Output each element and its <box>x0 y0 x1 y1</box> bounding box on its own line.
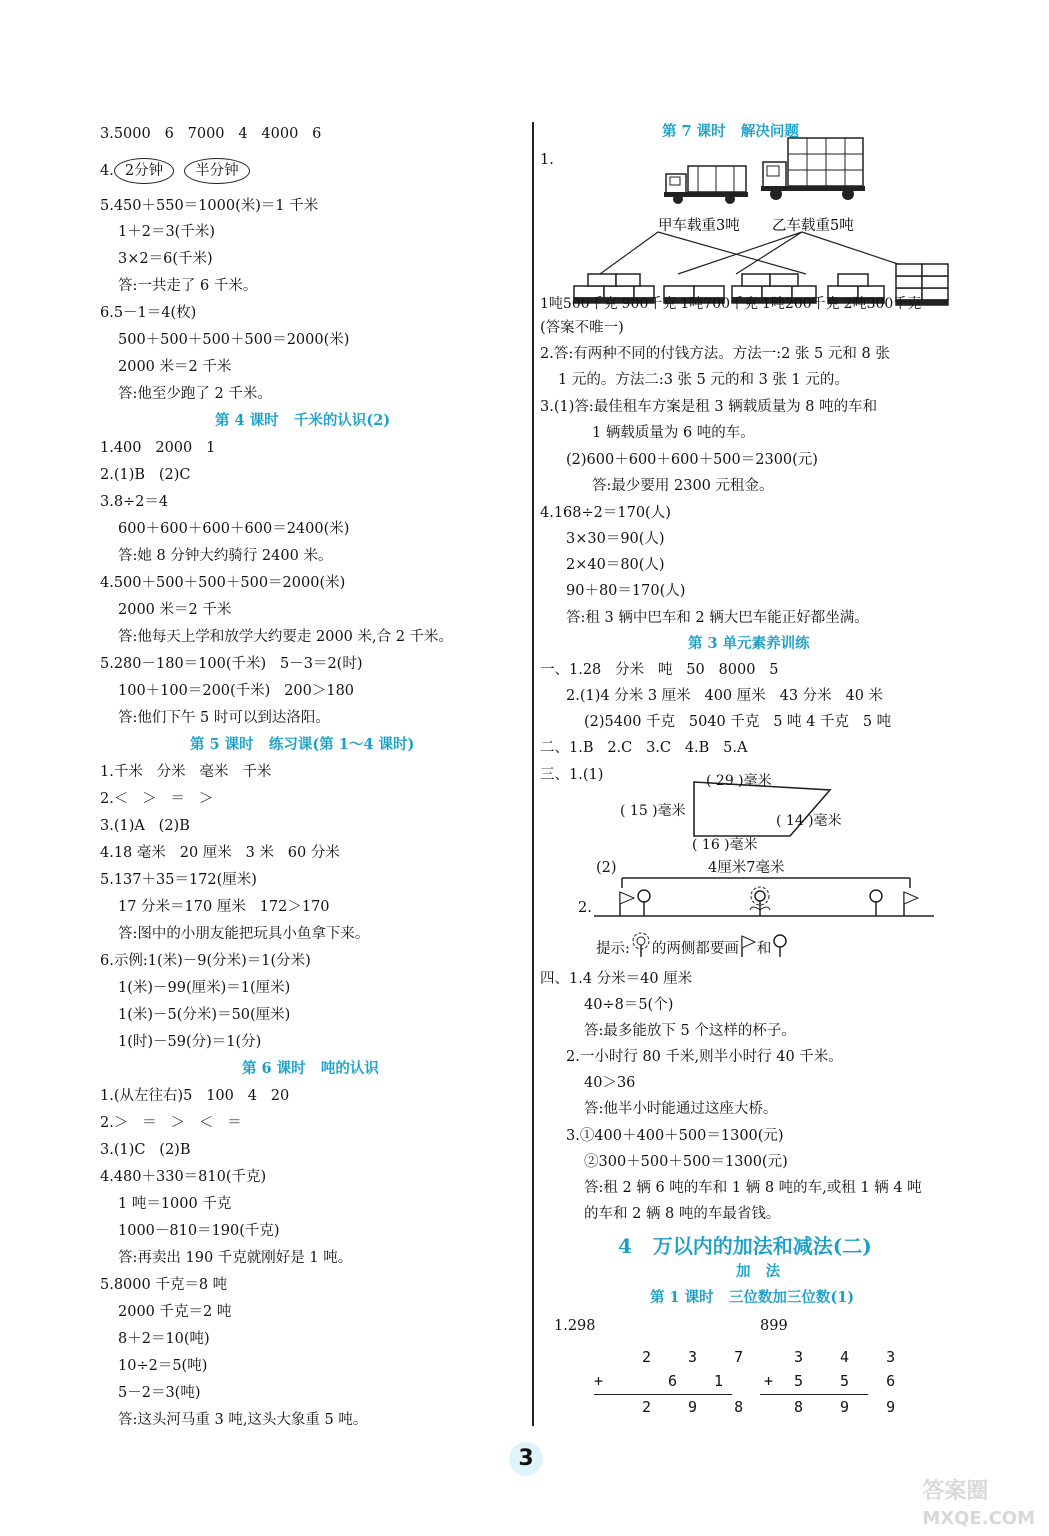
flower-icon <box>750 887 770 916</box>
tree-icon <box>771 934 789 958</box>
answer-line: 1 吨＝1000 千克 <box>118 1196 232 1212</box>
answer-line: (答案不唯一) <box>540 320 624 336</box>
answer-line: 1＋2＝3(千米) <box>118 224 215 240</box>
answer-line: 6.5－1＝4(枚) <box>100 305 197 321</box>
answer-line: 2.(1)B (2)C <box>100 467 191 483</box>
answer-line: 答:租 3 辆中巴车和 2 辆大巴车能正好都坐满。 <box>566 610 869 626</box>
hint-prefix: 提示: <box>596 941 630 957</box>
answer-line: 答:再卖出 190 千克就刚好是 1 吨。 <box>118 1250 353 1266</box>
column-divider <box>532 122 534 1426</box>
answer-line: 2×40＝80(人) <box>566 557 665 573</box>
flower-icon <box>630 932 652 958</box>
calc-result: 8 9 9 <box>794 1398 910 1416</box>
answer-line: 4.480＋330＝810(千克) <box>100 1169 267 1185</box>
calc-addend-1: 3 4 3 <box>794 1348 910 1366</box>
answer-line: 1(时)－59(分)＝1(分) <box>118 1034 262 1050</box>
section-heading: 第 6 课时 吨的认识 <box>242 1060 379 1077</box>
answer-line: 1 辆载质量为 6 吨的车。 <box>592 425 755 441</box>
answer-line: 答:最少要用 2300 元租金。 <box>592 478 774 494</box>
oval-answer: 2分钟 <box>114 158 174 184</box>
answer-line: ②300＋500＋500＝1300(元) <box>584 1154 788 1170</box>
answer-line: 1. <box>540 152 554 168</box>
answer-line: 2.＜ ＞ ＝ ＞ <box>100 791 214 807</box>
calc-addend-2: 5 5 6 <box>794 1372 910 1390</box>
answer-line: 90＋80＝170(人) <box>566 583 686 599</box>
weight-label: 1吨700千克 <box>680 296 759 312</box>
weight-label: 900千克 <box>621 296 677 312</box>
answer-line: 3.5000 6 7000 4 4000 6 <box>100 126 322 142</box>
section-heading: 第 7 课时 解决问题 <box>662 123 799 140</box>
answer-line: 8＋2＝10(吨) <box>118 1331 210 1347</box>
answer-line: 4.18 毫米 20 厘米 3 米 60 分米 <box>100 845 340 861</box>
tree-icon <box>870 890 882 916</box>
weight-label: 2吨300千克 <box>843 296 922 312</box>
answer-line: 3.(1)A (2)B <box>100 818 190 834</box>
hint-line <box>596 932 789 958</box>
weight-label: 1吨200千克 <box>762 296 840 312</box>
answer-line: 答:他们下午 5 时可以到达洛阳。 <box>118 710 330 726</box>
answer-line: 3.(1)答:最佳租车方案是租 3 辆载质量为 8 吨的车和 <box>540 399 878 415</box>
answer-line: 3.①400＋400＋500＝1300(元) <box>566 1128 784 1144</box>
calc-operator: + <box>594 1372 618 1390</box>
answer-line: 四、1.4 分米＝40 厘米 <box>540 971 693 987</box>
answer-line: 5.280－180＝100(千米) 5－3＝2(时) <box>100 656 363 672</box>
section-heading: 第 1 课时 三位数加三位数(1) <box>650 1289 855 1306</box>
weight-labels-row <box>540 294 925 314</box>
answer-line: 答:这头河马重 3 吨,这头大象重 5 吨。 <box>118 1412 368 1428</box>
answer-line: 1(米)－99(厘米)＝1(厘米) <box>118 980 291 996</box>
answer-line: 2.＞ ＝ ＞ ＜ ＝ <box>100 1115 242 1131</box>
answer-line: 17 分米＝170 厘米 172＞170 <box>118 899 330 915</box>
answer-line: 2. <box>578 900 592 916</box>
answer-line: 答:图中的小朋友能把玩具小鱼拿下来。 <box>118 926 370 942</box>
answer-line: 899 <box>760 1318 788 1334</box>
truck-matching-diagram <box>558 146 978 316</box>
answer-line: 1000－810＝190(千克) <box>118 1223 280 1239</box>
calc-rule <box>594 1394 732 1395</box>
truck-b-label: 乙车载重5吨 <box>772 218 854 234</box>
answer-line: (2)5400 千克 5040 千克 5 吨 4 千克 5 吨 <box>584 714 892 730</box>
section-heading: 第 3 单元素养训练 <box>688 635 810 652</box>
page-number: 3 <box>509 1442 543 1476</box>
answer-line: 1 元的。方法二:3 张 5 元的和 3 张 1 元的。 <box>558 372 849 388</box>
answer-line: 4.500＋500＋500＋500＝2000(米) <box>100 575 346 591</box>
answer-line: 4.168÷2＝170(人) <box>540 505 671 521</box>
answer-line: 2.(1)4 分米 3 厘米 400 厘米 43 分米 40 米 <box>566 688 884 704</box>
vertical-calc-1 <box>594 1348 758 1428</box>
answer-line: 5－2＝3(吨) <box>118 1385 201 1401</box>
unit-heading: 4 万以内的加法和减法(二) <box>618 1234 872 1258</box>
answer-line: 答:他半小时能通过这座大桥。 <box>584 1101 778 1117</box>
answer-line: 三、1.(1) <box>540 767 604 783</box>
calc-result: 2 9 8 <box>642 1398 758 1416</box>
answer-line: 600＋600＋600＋600＝2400(米) <box>118 521 350 537</box>
answer-line: 一、1.28 分米 吨 50 8000 5 <box>540 662 779 678</box>
answer-line: 答:一共走了 6 千米。 <box>118 278 258 294</box>
section-heading: 第 4 课时 千米的认识(2) <box>215 412 391 429</box>
calc-rule <box>760 1394 868 1395</box>
answer-line-ovals <box>100 158 260 184</box>
truck-b-icon <box>761 138 865 200</box>
watermark-logo: 答案圈 MXQE.COM <box>922 1479 1035 1529</box>
answer-line: 500＋500＋500＋500＝2000(米) <box>118 332 350 348</box>
quad-bottom-label: ( 16 )毫米 <box>692 837 758 853</box>
answer-line: 3×2＝6(千米) <box>118 251 213 267</box>
answer-line: 5.137＋35＝172(厘米) <box>100 872 257 888</box>
segment-prefix: (2) <box>596 860 617 876</box>
truck-a-label: 甲车载重3吨 <box>658 218 740 234</box>
quad-top-label: ( 29 )毫米 <box>706 773 772 789</box>
answer-line: 1(米)－5(分米)＝50(厘米) <box>118 1007 291 1023</box>
answer-line: (2)600＋600＋600＋500＝2300(元) <box>566 452 818 468</box>
answer-line: 1.(从左往右)5 100 4 20 <box>100 1088 290 1104</box>
quad-right-label: ( 14 )毫米 <box>776 813 842 829</box>
answer-line: 答:租 2 辆 6 吨的车和 1 辆 8 吨的车,或租 1 辆 4 吨 <box>584 1180 922 1196</box>
oval-answer: 半分钟 <box>184 158 250 184</box>
flag-tree-row <box>594 884 954 924</box>
segment-length-label: 4厘米7毫米 <box>708 860 785 876</box>
answer-line: 1.千米 分米 毫米 千米 <box>100 764 272 780</box>
answer-line: 答:她 8 分钟大约骑行 2400 米。 <box>118 548 333 564</box>
hint-mid: 的两侧都要画 <box>651 941 739 957</box>
flag-icon <box>620 892 634 916</box>
q4-prefix: 4. <box>100 163 114 179</box>
answer-line: 1.298 <box>554 1318 596 1334</box>
weight-label: 1吨500千克 <box>540 296 618 312</box>
answer-line: 的车和 2 辆 8 吨的车最省钱。 <box>584 1206 781 1222</box>
answer-line: 6.示例:1(米)－9(分米)＝1(分米) <box>100 953 311 969</box>
truck-a-icon <box>664 166 748 204</box>
hint-and: 和 <box>756 941 772 957</box>
answer-line: 2000 千克＝2 吨 <box>118 1304 232 1320</box>
answer-line: 10÷2＝5(吨) <box>118 1358 208 1374</box>
section-heading: 加 法 <box>736 1263 781 1280</box>
vertical-calc-2 <box>760 1348 910 1428</box>
answer-line: 2.答:有两种不同的付钱方法。方法一:2 张 5 元和 8 张 <box>540 346 890 362</box>
answer-line: 2000 米＝2 千米 <box>118 602 232 618</box>
answer-line: 答:他每天上学和放学大约要走 2000 米,合 2 千米。 <box>118 629 454 645</box>
answer-line: 100＋100＝200(千米) 200＞180 <box>118 683 355 699</box>
answer-line: 1.400 2000 1 <box>100 440 216 456</box>
answer-line: 5.8000 千克＝8 吨 <box>100 1277 228 1293</box>
calc-addend-1: 2 3 7 <box>642 1348 758 1366</box>
tree-icon <box>638 890 650 916</box>
answer-line: 3.8÷2＝4 <box>100 494 169 510</box>
answer-line: 40÷8＝5(个) <box>584 997 674 1013</box>
answer-line: 3.(1)C (2)B <box>100 1142 191 1158</box>
calc-operator: + <box>764 1372 788 1390</box>
answer-line: 2.一小时行 80 千米,则半小时行 40 千米。 <box>566 1049 843 1065</box>
answer-line: 40＞36 <box>584 1075 636 1091</box>
flag-icon <box>904 892 918 916</box>
flag-icon <box>739 934 757 958</box>
answer-line: 3×30＝90(人) <box>566 531 665 547</box>
answer-line: 5.450＋550＝1000(米)＝1 千米 <box>100 198 319 214</box>
answer-line: 2000 米＝2 千米 <box>118 359 232 375</box>
answer-line: 二、1.B 2.C 3.C 4.B 5.A <box>540 740 748 756</box>
answer-line: 答:他至少跑了 2 千米。 <box>118 386 272 402</box>
section-heading: 第 5 课时 练习课(第 1～4 课时) <box>190 736 415 753</box>
calc-addend-2: 6 1 <box>668 1372 738 1390</box>
answer-line: 答:最多能放下 5 个这样的杯子。 <box>584 1023 796 1039</box>
quad-left-label: ( 15 )毫米 <box>620 803 686 819</box>
